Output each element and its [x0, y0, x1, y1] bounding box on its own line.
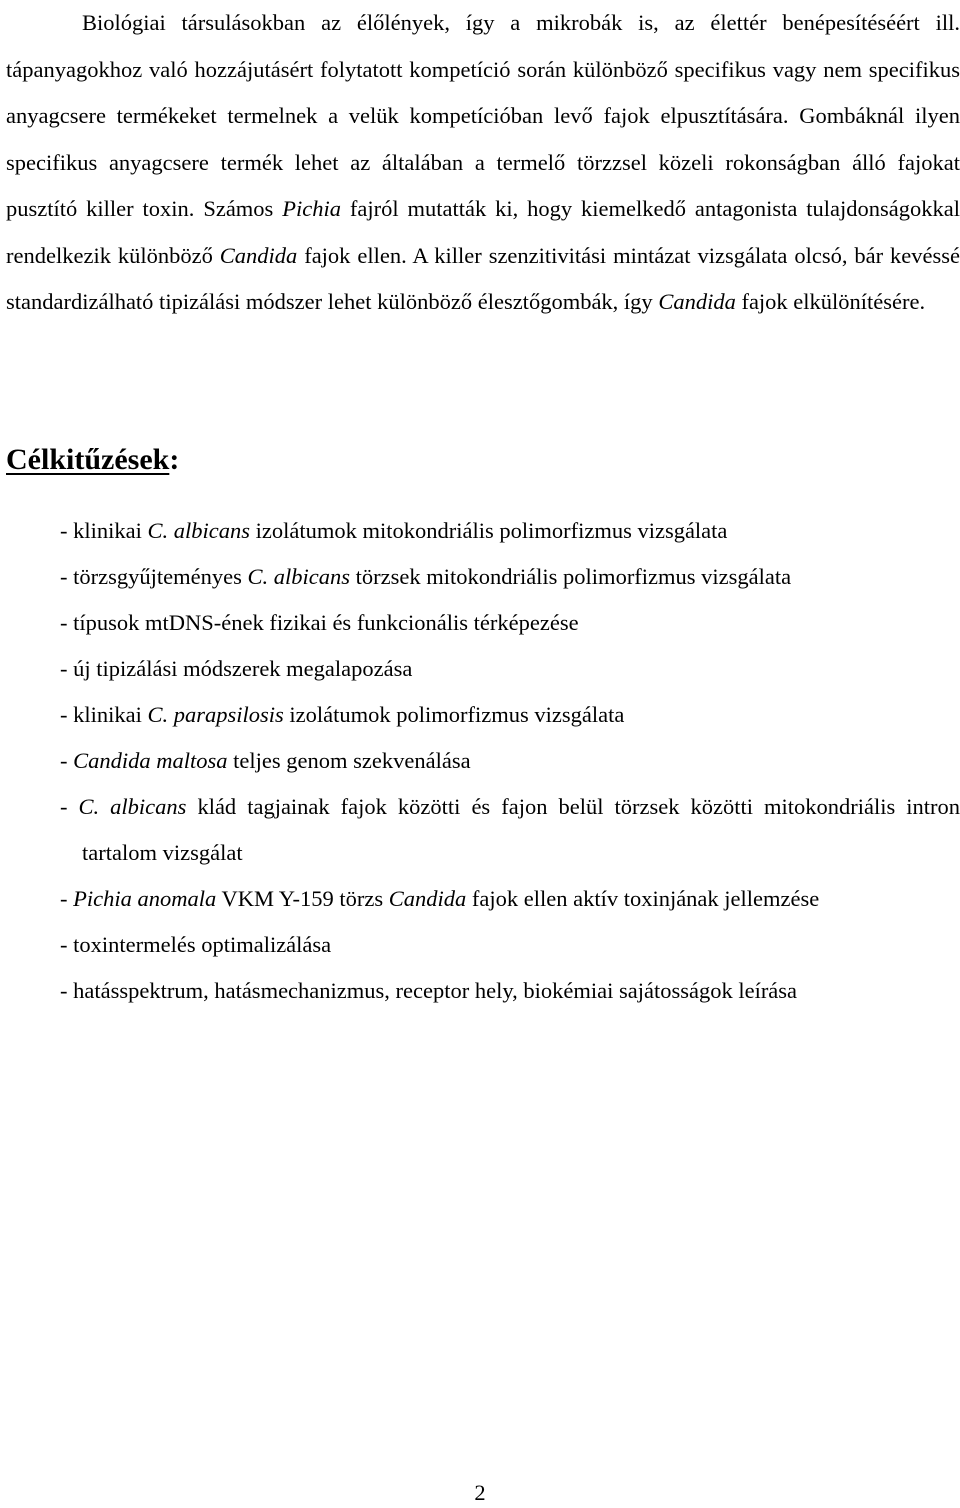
goal-text: teljes genom szekvenálása: [227, 748, 471, 773]
goal-text: -: [60, 886, 74, 911]
intro-paragraph: [6, 0, 960, 326]
goal-text: - toxintermelés optimalizálása: [60, 932, 332, 957]
goal-species: C. albicans: [78, 794, 187, 819]
goal-item: [60, 692, 960, 738]
goal-item: [60, 876, 960, 922]
intro-text-3: fajok ellen. A killer szenzitivitási mintázat vizsgálata olcsó, bár kevéssé standardizálható tipizálási módszer lehet különböző élesztőgombák, így: [6, 242, 960, 314]
intro-italic-candida-1: Candida: [219, 242, 298, 268]
goal-item: [60, 738, 960, 784]
goal-species: Candida maltosa: [73, 748, 228, 773]
goal-species: C. albicans: [147, 518, 250, 543]
goal-text: izolátumok polimorfizmus vizsgálata: [283, 702, 625, 727]
goal-text: - hatásspektrum, hatásmechanizmus, receptor hely, biokémiai sajátosságok leírása: [60, 978, 798, 1003]
goal-species: Pichia anomala: [73, 886, 217, 911]
goal-text: -: [60, 794, 79, 819]
goal-text: fajok ellen aktív toxinjának jellemzése: [466, 886, 820, 911]
intro-italic-candida-2: Candida: [658, 289, 736, 314]
goal-text: törzsek mitokondriális polimorfizmus vizsgálata: [349, 564, 792, 589]
goal-species: C. albicans: [247, 564, 350, 589]
goal-item: [60, 922, 960, 968]
intro-text-4: fajok elkülönítésére.: [735, 289, 926, 314]
goal-text: -: [60, 748, 74, 773]
intro-italic-pichia: Pichia: [282, 196, 341, 221]
goal-text: klád tagjainak fajok közötti és fajon belül törzsek közötti mitokondriális intron tartalom vizsgálat: [82, 794, 960, 865]
goal-text: - törzsgyűjteményes: [60, 564, 248, 589]
goals-list: [60, 508, 960, 1014]
goal-item: [60, 646, 960, 692]
goal-item: [60, 784, 960, 876]
goal-text: - új tipizálási módszerek megalapozása: [60, 656, 413, 681]
goal-text: - típusok mtDNS-ének fizikai és funkcionális térképezése: [60, 610, 579, 635]
goal-text: - klinikai: [60, 518, 148, 543]
section-heading-text: Célkitűzések: [6, 443, 170, 476]
goal-text: VKM Y-159 törzs: [216, 886, 389, 911]
section-heading: [6, 438, 179, 482]
goal-item: [60, 554, 960, 600]
goal-species: Candida: [388, 886, 467, 911]
intro-text-1: Biológiai társulásokban az élőlények, így a mikrobák is, az élettér benépesítéséért ill. tápanyagokhoz való hozzájutásért folytatott kompetíció során különböző specifikus vagy nem specifikus anyagcsere termékeket termelnek a velük kompetícióban levő fajok elpusztítására. Gombáknál ilyen specifikus anyagcsere termék lehet az általában a termelő törzzsel közeli rokonságban álló fajokat pusztító killer toxin. Számos: [6, 10, 960, 221]
goal-text: izolátumok mitokondriális polimorfizmus vizsgálata: [250, 518, 728, 543]
goal-item: [60, 968, 960, 1014]
goal-species: C. parapsilosis: [147, 702, 284, 727]
page-number: 2: [474, 1480, 486, 1505]
goal-item: [60, 600, 960, 646]
goal-item: [60, 508, 960, 554]
goal-text: - klinikai: [60, 702, 148, 727]
section-heading-colon: :: [169, 443, 180, 476]
intro-text-2: fajról mutatták ki, hogy kiemelkedő antagonista tulajdonságokkal rendelkezik különböző: [6, 196, 960, 268]
